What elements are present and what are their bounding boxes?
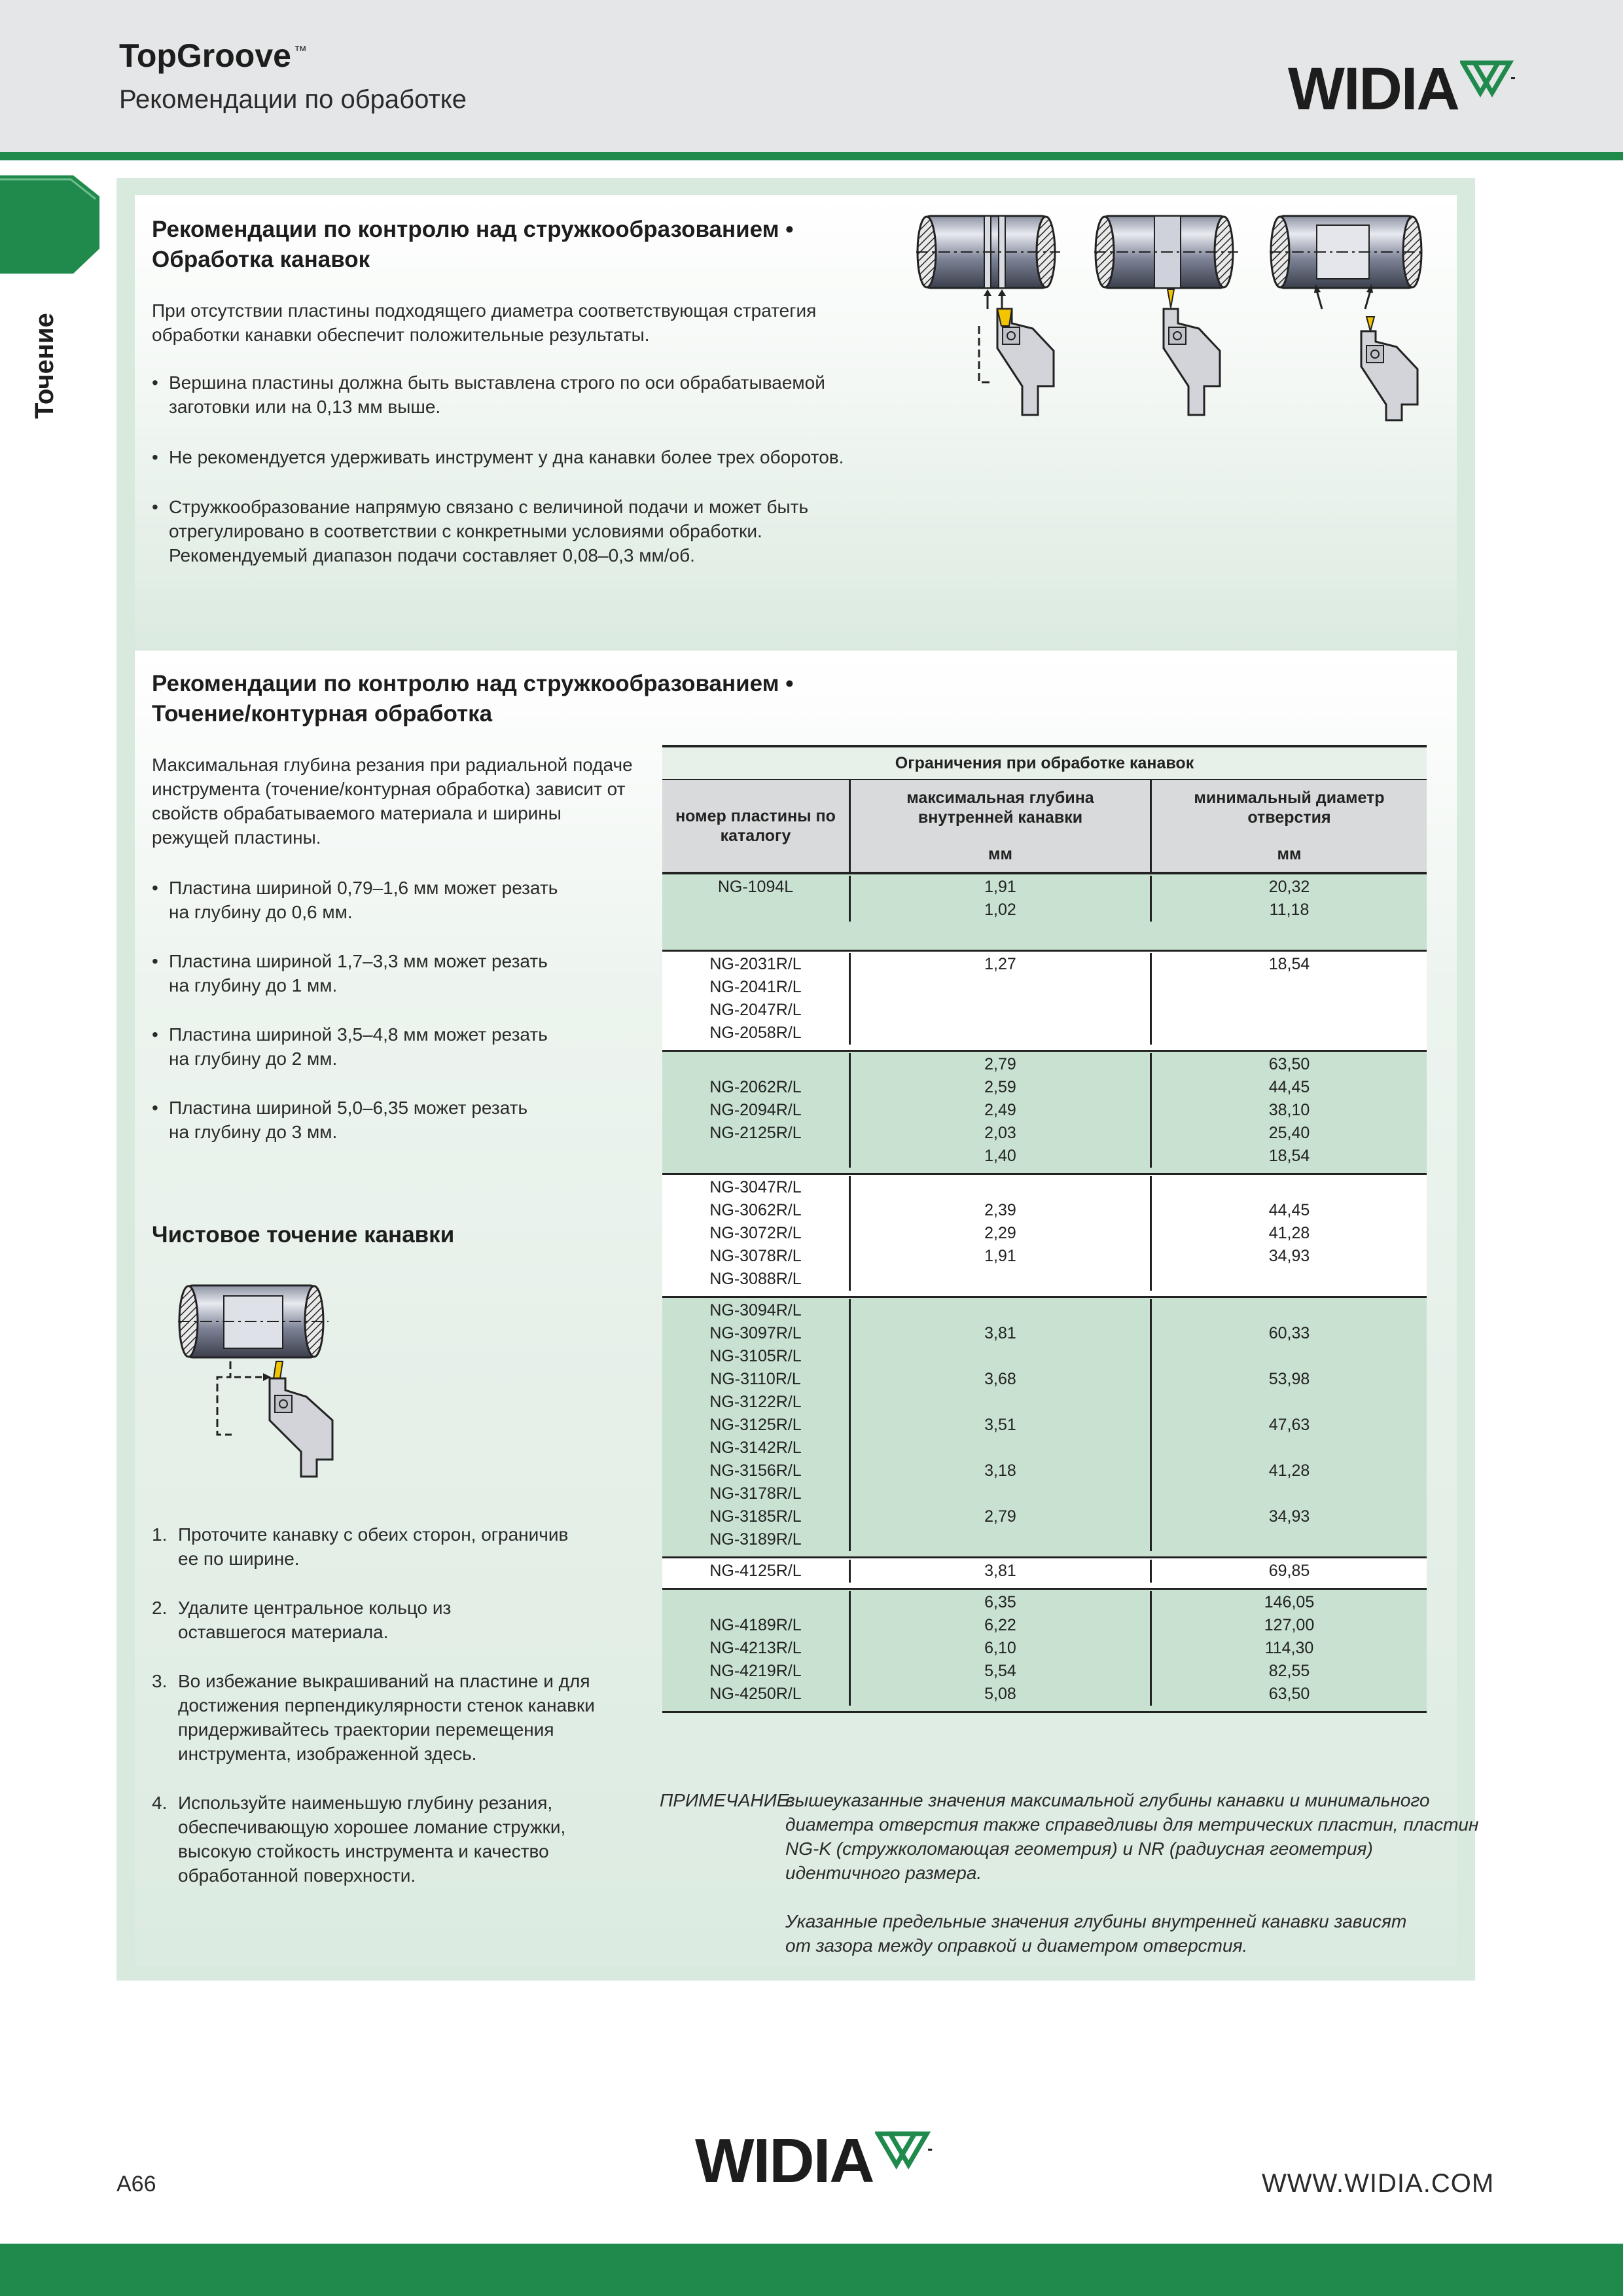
table-cell: 1,02 [984,901,1016,919]
table-cell: NG-2094R/L [709,1101,802,1119]
table-cell: NG-4213R/L [709,1639,802,1657]
table-cell [1152,1022,1427,1045]
table-row-group [662,1175,1427,1298]
side-tab-label: Точение [30,313,59,419]
table-cell: NG-2031R/L [709,955,802,973]
header-divider [0,152,1623,160]
section1-bullet: • Не рекомендуется удерживать инструмент у дна канавки более трех оборотов. [152,445,844,469]
table-cell: NG-3185R/L [709,1507,802,1526]
section2-heading: Рекомендации по контролю над стружкообразованием • Точение/контурная обработка [152,671,794,726]
max-depth-cell [851,1299,1152,1551]
table-cell: 6,10 [984,1639,1016,1657]
step-item: 3. Во избежание выкрашиваний на пластине и для достижения перпендикулярности стенок канавки придерживайтесь траектории перемещения инструмента, изображенной здесь. [152,1671,595,1764]
table-cell: NG-2062R/L [709,1078,802,1096]
table-cell [1152,1437,1427,1460]
insert-number-cell [662,1560,851,1583]
page-subtitle: Рекомендации по обработке [119,85,467,114]
table-cell: 2,49 [984,1101,1016,1119]
table-cell: NG-4250R/L [709,1685,802,1703]
table-cell: NG-4189R/L [709,1616,802,1634]
table-cell [662,1053,849,1076]
table-cell: NG-3105R/L [709,1347,802,1365]
table-cell: NG-2125R/L [709,1124,802,1142]
section2-bullet: • Пластина шириной 0,79–1,6 мм может резать на глубину до 0,6 мм. [152,876,558,924]
max-depth-cell [851,876,1152,922]
table-row-group [662,952,1427,1052]
note-text: вышеуказанные значения максимальной глубины канавки и минимального диаметра отверстия также справедливы для метрических пластин, пластин NG-K (стружколомающая геометрия) и NR (радиусная геометрия) идентичного размера. Указанные предельные значения глубины внутренней канавки зависят от зазора между оправкой и диаметром отверстия. [785,1790,1479,1956]
widia-logo-footer: WIDIA [695,2130,934,2193]
table-cell: NG-3178R/L [709,1484,802,1503]
min-bore-cell [1152,1176,1427,1291]
table-cell [851,1482,1150,1505]
table-cell: 18,54 [1268,955,1310,973]
table-cell: 69,85 [1268,1562,1310,1580]
shaft-reduced-center [1270,216,1424,420]
table-cell: 3,51 [984,1416,1016,1434]
table-cell: 2,79 [984,1507,1016,1526]
min-bore-cell [1152,1591,1427,1706]
table-cell: 44,45 [1268,1201,1310,1219]
table-cell: NG-3072R/L [709,1224,802,1242]
table-cell [662,1591,849,1614]
finish-groove-heading: Чистовое точение канавки [152,1222,455,1247]
table-cell: 82,55 [1268,1662,1310,1680]
step-item: 2. Удалите центральное кольцо из оставшегося материала. [152,1598,452,1642]
section2-bullet: • Пластина шириной 5,0–6,35 может резать на глубину до 3 мм. [152,1096,527,1144]
table-cell: NG-3156R/L [709,1462,802,1480]
table-cell: 11,18 [1269,901,1310,919]
table-cell: 1,27 [984,955,1016,973]
max-depth-cell [851,1176,1152,1291]
table-cell: NG-3094R/L [709,1301,802,1319]
section2-bullet: • Пластина шириной 3,5–4,8 мм может резать на глубину до 2 мм. [152,1022,548,1071]
widia-logo-header: WIDIA [1288,59,1516,119]
table-cell: 41,28 [1268,1224,1310,1242]
table-cell: NG-3047R/L [709,1178,802,1196]
table-row-group [662,1052,1427,1175]
table-cell [1152,1528,1427,1551]
table-cell [1152,1345,1427,1368]
shaft-two-grooves [916,216,1060,415]
table-cell: NG-2041R/L [709,978,802,996]
shaft-wide-groove [1094,216,1238,415]
table-row-group [662,1298,1427,1558]
insert-number-cell [662,953,851,1045]
section2-intro: Максимальная глубина резания при радиальной подаче инструмента (точение/контурная обработка) зависит от свойств обрабатываемого материала и ширины режущей пластины. [152,755,633,848]
table-cell: NG-2047R/L [709,1001,802,1019]
table-cell [1152,1299,1427,1322]
max-depth-cell [851,953,1152,1045]
table-cell: 3,81 [984,1562,1016,1580]
table-cell: 6,22 [984,1616,1016,1634]
table-cell: 18,54 [1268,1147,1310,1165]
section1-bullet: • Вершина пластины должна быть выставлена строго по оси обрабатываемой заготовки или на 0,13 мм выше. [152,370,825,419]
min-bore-cell [1152,1053,1427,1168]
col-header-max-depth: максимальная глубина внутренней канавки мм [851,780,1152,872]
table-cell: 38,10 [1268,1101,1310,1119]
table-cell: 5,08 [984,1685,1016,1703]
table-cell: NG-1094L [717,878,794,896]
table-cell: 2,79 [984,1055,1016,1073]
finish-groove-illustration [178,1280,348,1486]
website-url[interactable]: WWW.WIDIA.COM [1262,2169,1495,2198]
table-cell [851,1022,1150,1045]
col-header-insert: номер пластины по каталогу [662,780,851,872]
table-cell [851,1391,1150,1414]
table-cell [851,1528,1150,1551]
table-cell [1152,999,1427,1022]
table-cell: 1,91 [984,1247,1016,1265]
widia-triangle-icon [875,2130,934,2174]
table-cell: 2,29 [984,1224,1016,1242]
product-title: TopGroove ™ [119,37,307,74]
table-cell: NG-3125R/L [709,1416,802,1434]
table-caption: Ограничения при обработке канавок [662,745,1427,780]
table-cell [851,999,1150,1022]
table-cell: 60,33 [1268,1324,1310,1342]
table-cell [1152,976,1427,999]
table-body [662,874,1427,1713]
table-row-group [662,874,1427,952]
table-cell [1152,1482,1427,1505]
widia-triangle-icon [1460,59,1516,102]
max-depth-cell [851,1053,1152,1168]
table-cell: 20,32 [1268,878,1310,896]
min-bore-cell [1152,876,1427,922]
table-cell [851,1176,1150,1199]
table-cell: NG-3110R/L [710,1370,801,1388]
table-cell: 6,35 [984,1593,1016,1611]
table-cell: 2,59 [984,1078,1016,1096]
footer-bar [0,2244,1623,2296]
max-depth-cell [851,1560,1152,1583]
max-depth-cell [851,1591,1152,1706]
table-cell: 34,93 [1268,1507,1310,1526]
table-cell: 44,45 [1268,1078,1310,1096]
grooving-strategy-illustration [916,211,1427,427]
table-cell [662,899,849,922]
table-cell: 47,63 [1268,1416,1310,1434]
table-cell: 63,50 [1268,1055,1310,1073]
table-cell: NG-3078R/L [709,1247,802,1265]
table-cell: 63,50 [1268,1685,1310,1703]
table-cell: 114,30 [1264,1639,1314,1657]
table-cell: 127,00 [1264,1616,1315,1634]
section1-intro: При отсутствии пластины подходящего диаметра соответствующая стратегия обработки канавки обеспечит положительные результаты. [152,300,817,345]
table-cell: NG-3097R/L [709,1324,802,1342]
insert-number-cell [662,1176,851,1291]
min-bore-cell [1152,1299,1427,1551]
table-cell: 3,68 [984,1370,1016,1388]
section1-bullet: • Стружкообразование напрямую связано с величиной подачи и может быть отрегулировано в соответствии с конкретными условиями обработки. Рекомендуемый диапазон подачи составляет 0,08–0,3 мм/об. [152,495,808,567]
table-cell: NG-3088R/L [709,1270,802,1288]
table-cell [851,976,1150,999]
table-cell: 2,39 [984,1201,1016,1219]
table-cell: 3,81 [984,1324,1016,1342]
min-bore-cell [1152,953,1427,1045]
groove-limits-table [662,745,1427,1713]
insert-number-cell [662,1299,851,1551]
table-cell [851,1437,1150,1460]
table-row-group [662,1558,1427,1590]
table-row-group [662,1590,1427,1713]
table-cell: NG-3189R/L [709,1530,802,1549]
table-cell [1152,1391,1427,1414]
table-cell: 53,98 [1268,1370,1310,1388]
table-cell: 41,28 [1268,1462,1310,1480]
table-cell: NG-2058R/L [709,1024,802,1042]
page-header [0,0,1623,152]
table-cell [851,1268,1150,1291]
table-cell: 3,18 [984,1462,1016,1480]
step-item: 4. Используйте наименьшую глубину резания, обеспечивающую хорошее ломание стружки, высокую стойкость инструмента и качество обработанной поверхности. [152,1793,566,1886]
insert-number-cell [662,1053,851,1168]
step-item: 1. Проточите канавку с обеих сторон, ограничив ее по ширине. [152,1524,569,1569]
table-cell [662,1145,849,1168]
insert-number-cell [662,876,851,922]
table-cell [851,1345,1150,1368]
page-number: A66 [116,2172,156,2197]
table-cell: 25,40 [1268,1124,1310,1142]
table-header-row [662,780,1427,874]
table-cell [1152,1176,1427,1199]
table-cell: NG-3122R/L [709,1393,802,1411]
table-cell: 5,54 [984,1662,1016,1680]
table-cell: 34,93 [1268,1247,1310,1265]
insert-number-cell [662,1591,851,1706]
table-cell [851,1299,1150,1322]
table-cell [1152,1268,1427,1291]
table-cell: 146,05 [1264,1593,1315,1611]
side-tab [0,175,102,275]
col-header-min-bore: минимальный диаметр отверстия мм [1194,789,1385,863]
table-cell: NG-4125R/L [709,1562,802,1580]
section1-heading: Рекомендации по контролю над стружкообразованием • Обработка канавок [152,217,794,272]
table-cell: 2,03 [984,1124,1016,1142]
table-cell: NG-3142R/L [709,1439,802,1457]
section2-bullet: • Пластина шириной 1,7–3,3 мм может резать на глубину до 1 мм. [152,949,548,997]
note-label: ПРИМЕЧАНИЕ: [660,1790,794,1810]
min-bore-cell [1152,1560,1427,1583]
table-cell: 1,40 [984,1147,1016,1165]
table-cell: NG-3062R/L [709,1201,802,1219]
table-cell: NG-4219R/L [709,1662,802,1680]
table-cell: 1,91 [984,878,1016,896]
